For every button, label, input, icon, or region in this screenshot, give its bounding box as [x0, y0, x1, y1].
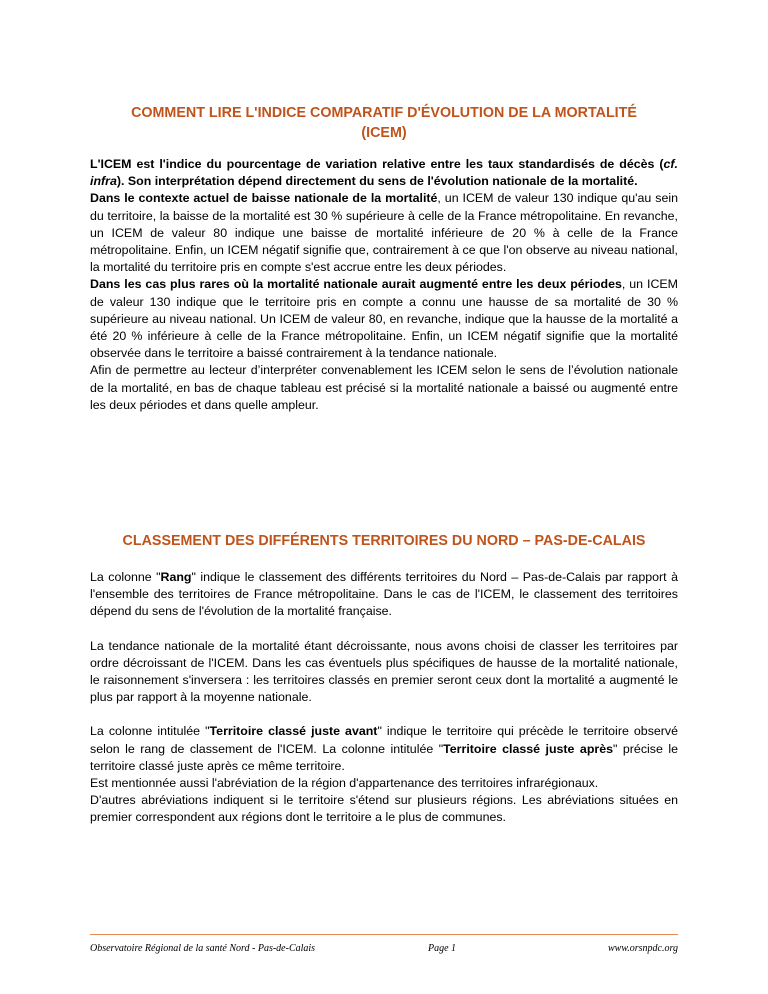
paragraph: [90, 156, 678, 190]
footer-page-number: Page 1: [428, 943, 457, 954]
paragraph: [90, 276, 678, 362]
text-run: Territoire classé juste avant: [209, 724, 378, 739]
text-run: , un ICEM de valeur 130 indique qu'au sein du territoire, la baisse de la mortalité est 30 % supérieure à celle de la France métropolitaine. En revanche, un ICEM de valeur 80 indique une baisse de mortalité inférieure de 20 % à celle de la France métropolitaine. Enfin, un ICEM négatif signifie que, contrairement à ce que l'on observe au niveau national, la mortalité du territoire pris en compte s'est accrue entre les deux périodes.: [90, 191, 678, 275]
section-body-icem: [90, 156, 678, 414]
text-run: Rang: [160, 570, 192, 584]
text-run: La colonne ": [90, 570, 161, 584]
text-run: Dans les cas plus rares où la mortalité nationale aurait augmenté entre les deux périodes: [90, 277, 622, 292]
section-body-classement: [90, 569, 678, 827]
text-run: cf. infra: [90, 157, 678, 189]
page-footer: [90, 934, 678, 954]
text-run: La colonne intitulée ": [90, 724, 210, 739]
paragraph: Afin de permettre au lecteur d’interpréter convenablement les ICEM selon le sens de l’évolution nationale de la mortalité, en bas de chaque tableau est précisé si la mortalité nationale a baissé ou augmenté entre les deux périodes et dans quelle ampleur.: [90, 363, 678, 412]
section-title-classement: CLASSEMENT DES DIFFÉRENTS TERRITOIRES DU NORD – PAS-DE-CALAIS: [122, 533, 646, 549]
text-run: ). Son interprétation dépend directement du sens de l'évolution nationale de la mortalité.: [116, 174, 638, 189]
paragraph: La tendance nationale de la mortalité étant décroissante, nous avons choisi de classer les territoires par ordre décroissant de l'ICEM. Dans les cas éventuels plus spécifiques de hausse de la mortalité nationale, le raisonnement s'inversera : les territoires classés en premier seront ceux dont la mortalité a augmenté le plus par rapport à la moyenne nationale.: [90, 638, 678, 705]
section-title-icem: [90, 103, 678, 143]
paragraph: [90, 190, 678, 276]
text-run: L'ICEM est l'indice du pourcentage de variation relative entre les taux standardisés de décès (: [90, 157, 664, 171]
section-title-line: (ICEM): [361, 125, 407, 141]
paragraph: [90, 569, 678, 621]
text-run: " indique le classement des différents territoires du Nord – Pas-de-Calais par rapport à l'ensemble des territoires de France métropolitaine. Dans le cas de l'ICEM, le classement des territoires dépend du sens de l'évolution de la mortalité française.: [90, 570, 678, 619]
footer-website: www.orsnpdc.org: [607, 943, 678, 954]
section-title-line: COMMENT LIRE L'INDICE COMPARATIF D'ÉVOLUTION DE LA MORTALITÉ: [131, 105, 637, 121]
paragraph: Est mentionnée aussi l'abréviation de la région d'appartenance des territoires infrarégionaux.: [90, 776, 599, 791]
footer-organization: Observatoire Régional de la santé Nord - Pas-de-Calais: [90, 943, 316, 954]
text-run: Dans le contexte actuel de baisse nationale de la mortalité: [90, 191, 438, 206]
text-run: " précise le territoire classé juste après ce même territoire.: [90, 741, 679, 773]
text-run: " indique le territoire qui précède le territoire observé selon le rang de classement de l'ICEM. La colonne intitulée ": [90, 724, 678, 756]
text-run: Territoire classé juste après: [443, 741, 614, 756]
paragraph: [90, 723, 678, 775]
text-run: , un ICEM de valeur 130 indique que le territoire pris en compte a connu une hausse de sa mortalité de 30 % supérieure au niveau national. Un ICEM de valeur 80, en revanche, indique que la hausse de la mortalité a été 20 % inférieure à celle de la France métropolitaine. Enfin, un ICEM négatif signifie que la mortalité observée dans le territoire a baissé contrairement à la tendance nationale.: [90, 277, 678, 361]
paragraph: D'autres abréviations indiquent si le territoire s'étend sur plusieurs régions. Les abréviations situées en premier correspondent aux régions dont le territoire a le plus de communes.: [90, 793, 678, 825]
